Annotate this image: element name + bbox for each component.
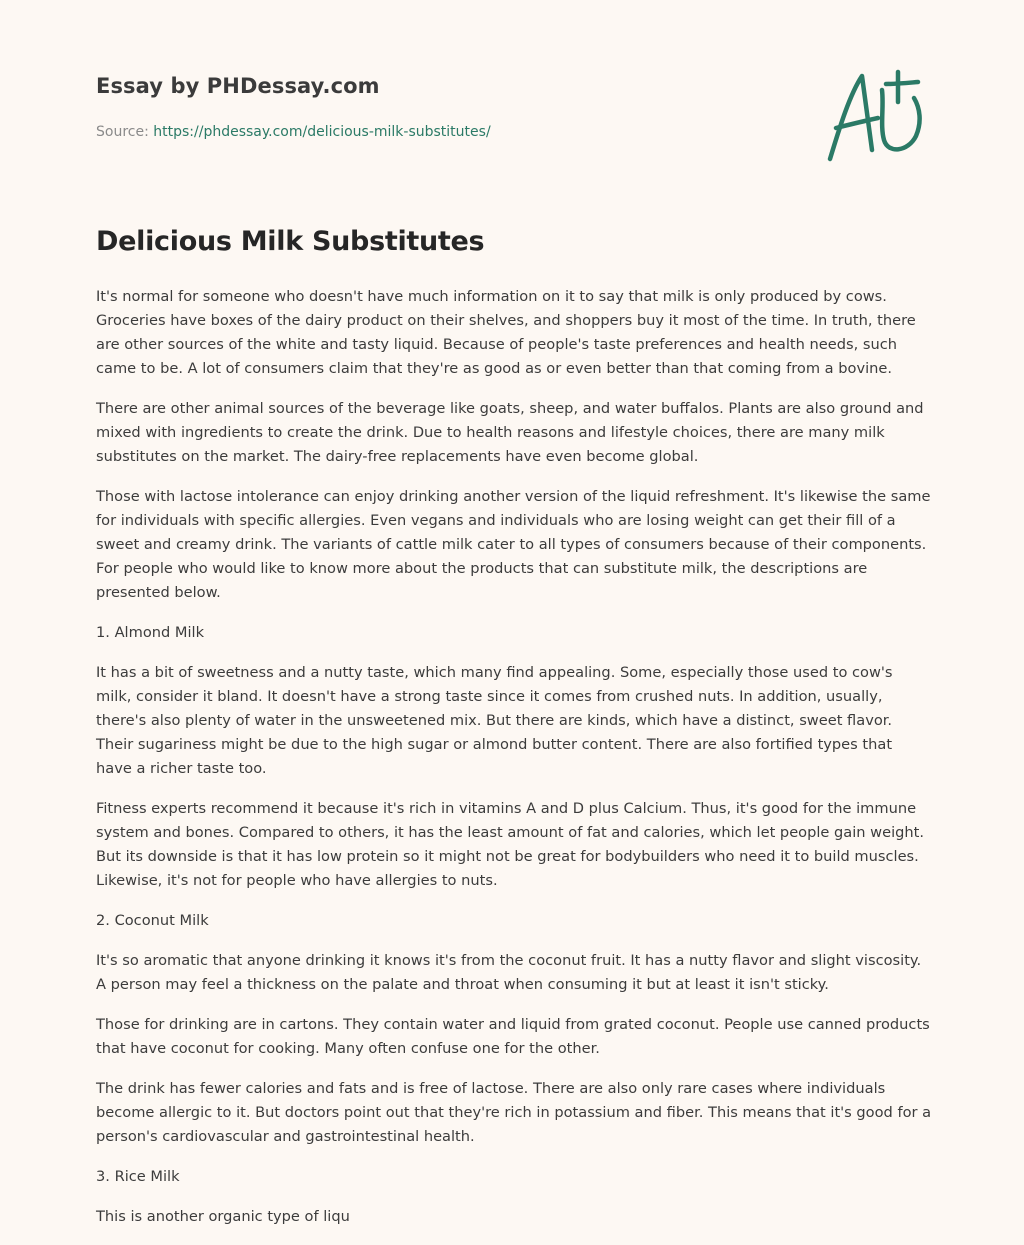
site-brand: Essay by PHDessay.com <box>96 74 380 98</box>
paragraph: There are other animal sources of the beverage like goats, sheep, and water buffalos. Plants are also ground and mixed with ingredients to create the drink. Due to health reasons and lifestyle choices, there are many milk substitutes on the market. The dairy-free replacements have even become global. <box>96 400 924 465</box>
a-plus-logo <box>822 66 932 166</box>
article-body <box>96 285 932 1245</box>
source-line <box>96 124 491 140</box>
paragraph: Those with lactose intolerance can enjoy drinking another version of the liquid refreshment. It's likewise the same for individuals with specific allergies. Even vegans and individuals who are losing weight can get their fill of a sweet and creamy drink. The variants of cattle milk cater to all types of consumers because of their components. For people who would like to know more about the products that can substitute milk, the descriptions are presented below. <box>96 488 931 601</box>
paragraph: Those for drinking are in cartons. They contain water and liquid from grated coconut. People use canned products that have coconut for cooking. Many often confuse one for the other. <box>96 1016 930 1057</box>
paragraph: Fitness experts recommend it because it's rich in vitamins A and D plus Calcium. Thus, it's good for the immune system and bones. Compared to others, it has the least amount of fat and calories, which let people gain weight. But its downside is that it has low protein so it might not be great for bodybuilders who need it to build muscles. Likewise, it's not for people who have allergies to nuts. <box>96 800 925 889</box>
paragraph: It's so aromatic that anyone drinking it knows it's from the coconut fruit. It has a nutty flavor and slight viscosity. A person may feel a thickness on the palate and throat when consuming it but at least it isn't sticky. <box>96 952 922 993</box>
source-link[interactable]: https://phdessay.com/delicious-milk-substitutes/ <box>153 124 491 140</box>
section-heading: 3. Rice Milk <box>96 1168 180 1185</box>
section-heading: 1. Almond Milk <box>96 624 205 641</box>
paragraph: It's normal for someone who doesn't have much information on it to say that milk is only produced by cows. Groceries have boxes of the dairy product on their shelves, and shoppers buy it most of the time. In truth, there are other sources of the white and tasty liquid. Because of people's taste preferences and health needs, such came to be. A lot of consumers claim that they're as good as or even better than that coming from a bovine. <box>96 288 916 377</box>
article-title: Delicious Milk Substitutes <box>96 226 485 257</box>
paragraph: This is another organic type of liqu <box>96 1208 350 1225</box>
source-label: Source: <box>96 124 149 140</box>
paragraph: It has a bit of sweetness and a nutty taste, which many find appealing. Some, especially those used to cow's milk, consider it bland. It doesn't have a strong taste since it comes from crushed nuts. In addition, usually, there's also plenty of water in the unsweetened mix. But there are kinds, which have a distinct, sweet flavor. Their sugariness might be due to the high sugar or almond butter content. There are also fortified types that have a richer taste too. <box>96 664 893 777</box>
paragraph: The drink has fewer calories and fats and is free of lactose. There are also only rare cases where individuals become allergic to it. But doctors point out that they're rich in potassium and fiber. This means that it's good for a person's cardiovascular and gastrointestinal health. <box>96 1080 932 1145</box>
section-heading: 2. Coconut Milk <box>96 912 209 929</box>
